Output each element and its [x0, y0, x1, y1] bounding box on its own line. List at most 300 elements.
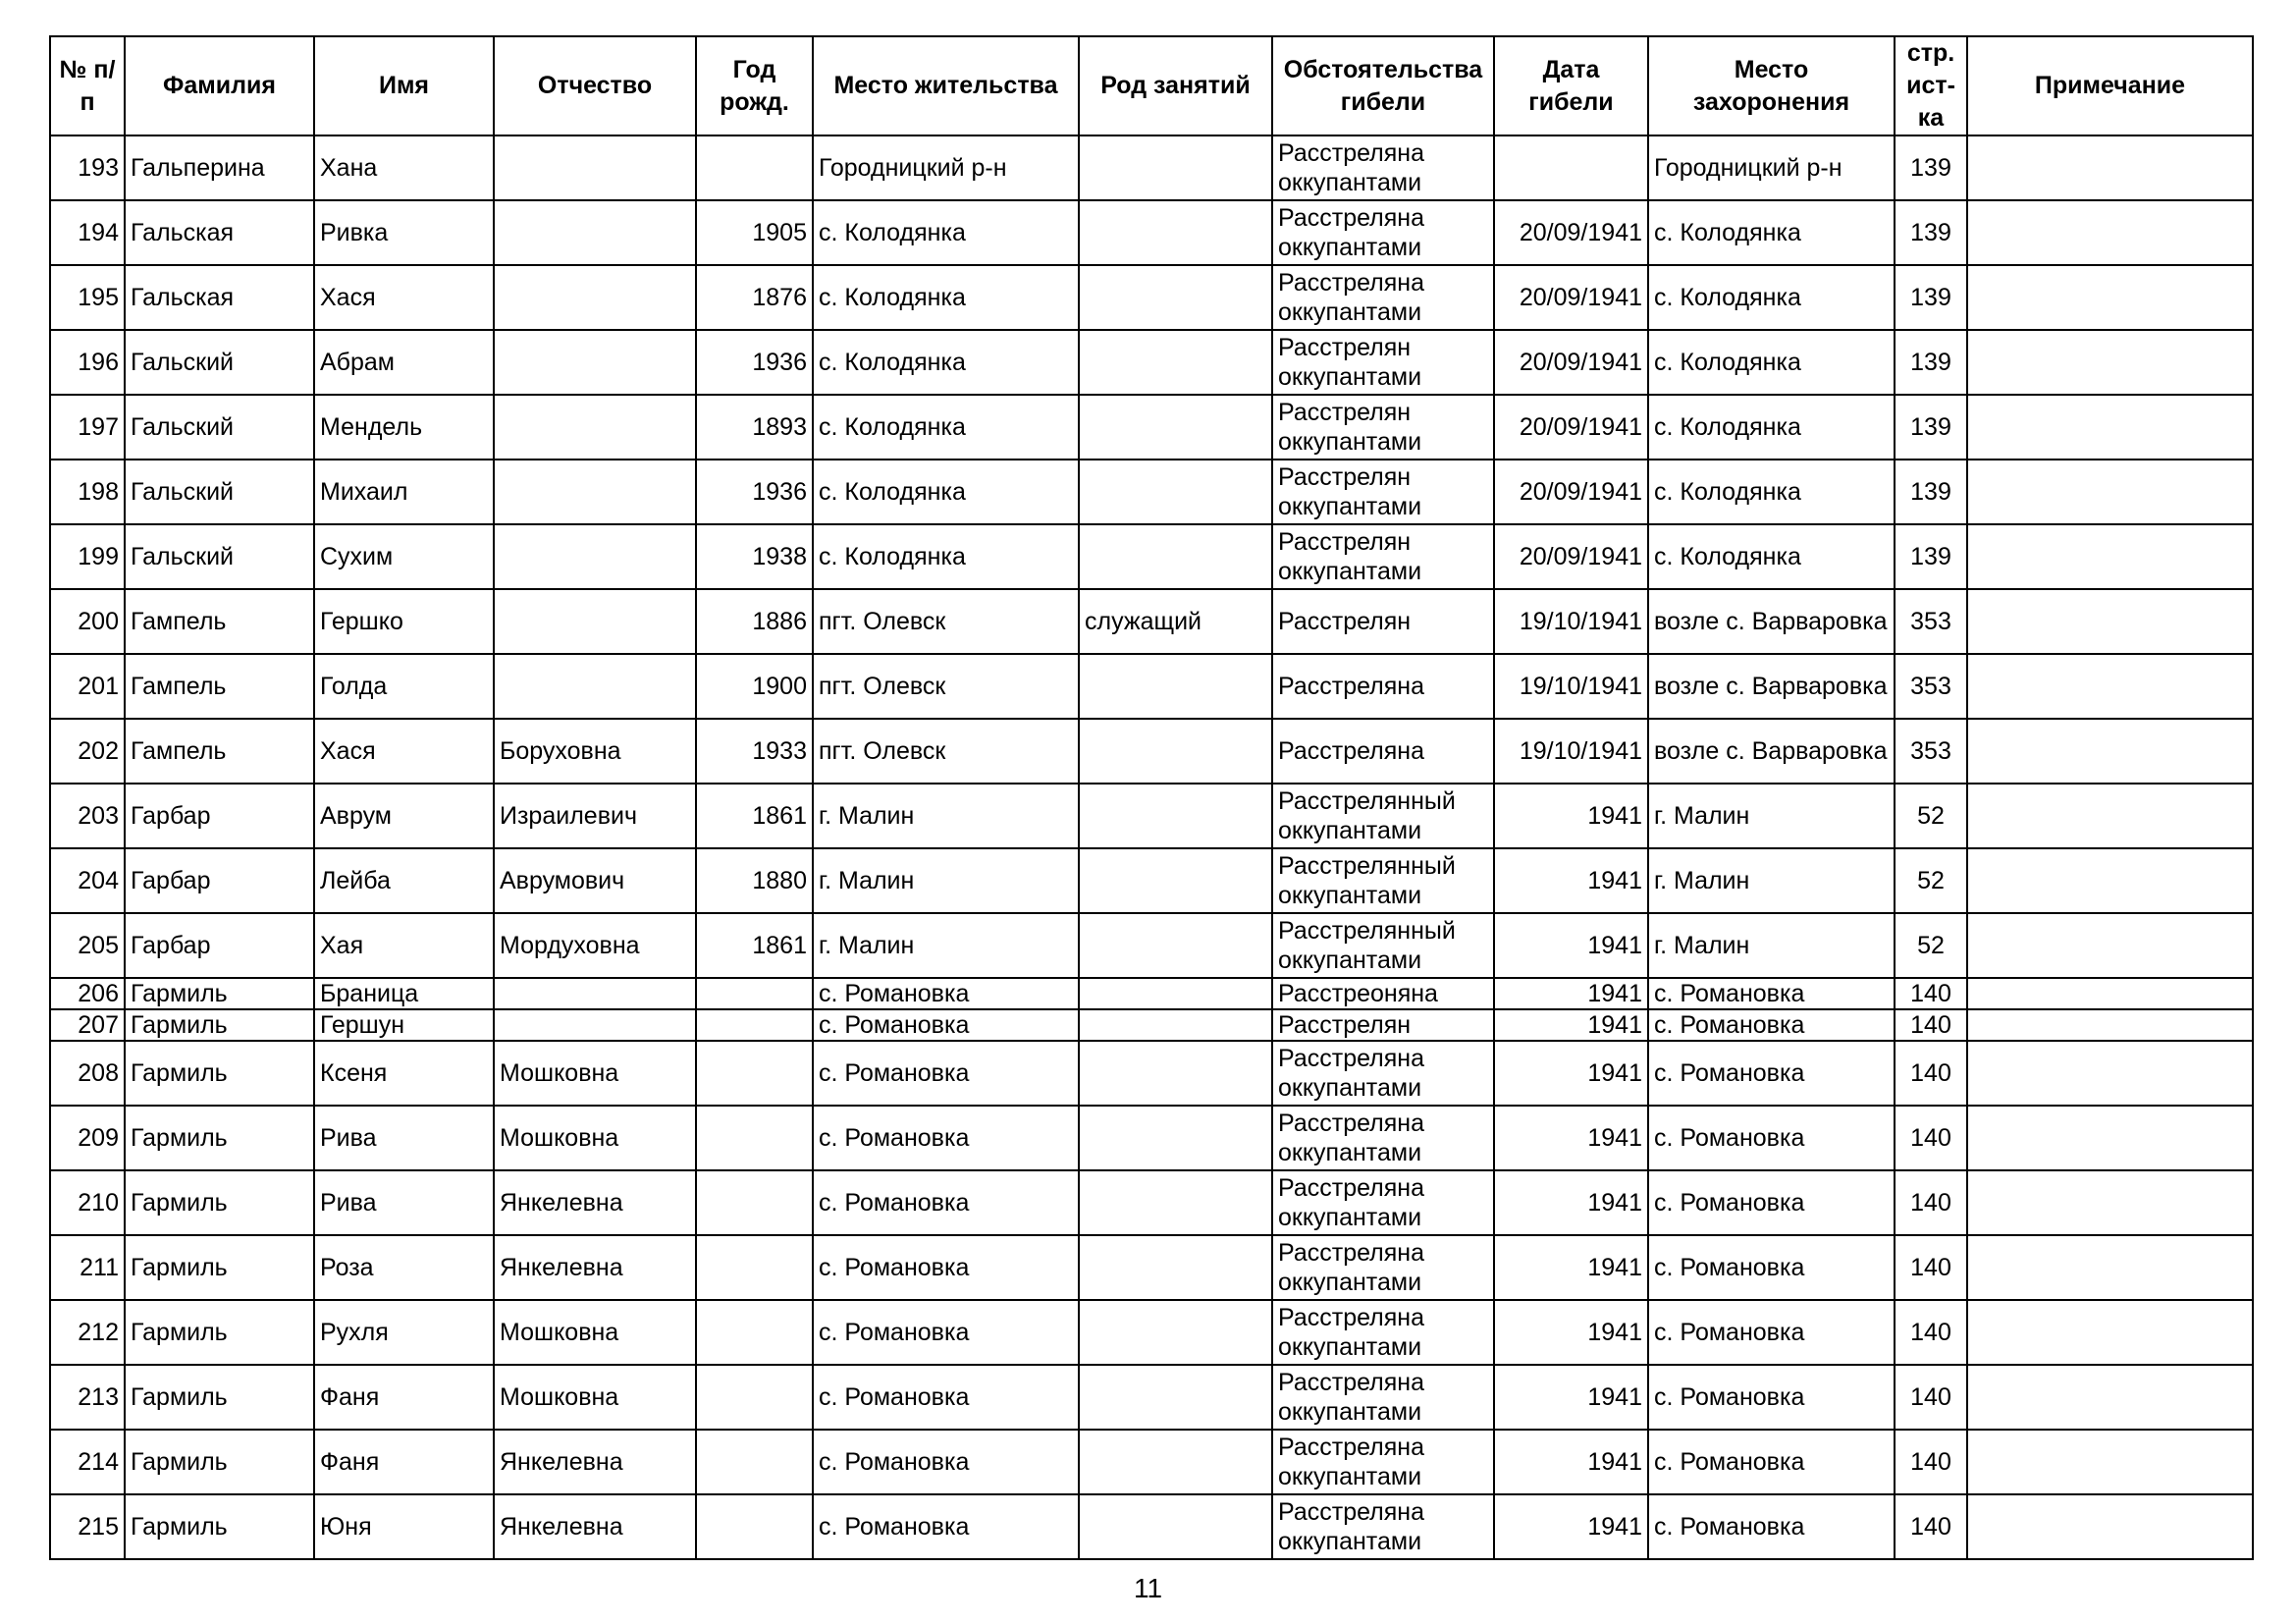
cell-death-circumstances: Расстреляна оккупантами	[1272, 1106, 1494, 1170]
cell-burial-place: с. Романовка	[1648, 1300, 1895, 1365]
cell-death-circumstances: Расстреляна	[1272, 719, 1494, 784]
cell-row-number: 209	[50, 1106, 125, 1170]
cell-death-date: 19/10/1941	[1494, 589, 1648, 654]
cell-first-name: Абрам	[314, 330, 494, 395]
cell-row-number: 211	[50, 1235, 125, 1300]
cell-burial-place: возле с. Варваровка	[1648, 654, 1895, 719]
cell-residence: пгт. Олевск	[813, 719, 1079, 784]
cell-first-name: Михаил	[314, 460, 494, 524]
cell-residence: с. Романовка	[813, 978, 1079, 1009]
cell-first-name: Ксеня	[314, 1041, 494, 1106]
cell-burial-place: с. Колодянка	[1648, 460, 1895, 524]
cell-first-name: Фаня	[314, 1430, 494, 1494]
cell-surname: Гармиль	[125, 1041, 314, 1106]
cell-surname: Гармиль	[125, 1106, 314, 1170]
cell-note	[1967, 719, 2253, 784]
cell-death-date: 1941	[1494, 1365, 1648, 1430]
cell-note	[1967, 135, 2253, 200]
cell-occupation	[1079, 135, 1272, 200]
cell-death-date: 20/09/1941	[1494, 200, 1648, 265]
cell-surname: Гармиль	[125, 1009, 314, 1041]
cell-surname: Гармиль	[125, 978, 314, 1009]
cell-patronymic: Янкелевна	[494, 1494, 696, 1559]
cell-death-circumstances: Расстрелян оккупантами	[1272, 395, 1494, 460]
cell-note	[1967, 1170, 2253, 1235]
cell-death-date	[1494, 135, 1648, 200]
cell-source-page: 52	[1895, 784, 1967, 848]
cell-burial-place: с. Колодянка	[1648, 524, 1895, 589]
cell-source-page: 140	[1895, 978, 1967, 1009]
cell-residence: г. Малин	[813, 913, 1079, 978]
cell-burial-place: с. Романовка	[1648, 1235, 1895, 1300]
cell-first-name: Хана	[314, 135, 494, 200]
cell-row-number: 207	[50, 1009, 125, 1041]
cell-patronymic	[494, 135, 696, 200]
cell-surname: Гарбар	[125, 848, 314, 913]
cell-death-date: 1941	[1494, 913, 1648, 978]
cell-occupation	[1079, 1430, 1272, 1494]
cell-birth-year	[696, 1300, 813, 1365]
table-row	[50, 848, 2253, 913]
cell-first-name: Мендель	[314, 395, 494, 460]
cell-note	[1967, 1494, 2253, 1559]
cell-row-number: 197	[50, 395, 125, 460]
cell-row-number: 206	[50, 978, 125, 1009]
cell-death-date: 1941	[1494, 1170, 1648, 1235]
cell-burial-place: с. Романовка	[1648, 1041, 1895, 1106]
cell-note	[1967, 1365, 2253, 1430]
cell-source-page: 140	[1895, 1106, 1967, 1170]
cell-residence: с. Колодянка	[813, 330, 1079, 395]
column-header-surname: Фамилия	[125, 36, 314, 135]
cell-row-number: 208	[50, 1041, 125, 1106]
cell-death-date: 20/09/1941	[1494, 265, 1648, 330]
cell-first-name: Роза	[314, 1235, 494, 1300]
cell-death-date: 1941	[1494, 978, 1648, 1009]
cell-occupation	[1079, 1494, 1272, 1559]
cell-death-circumstances: Расстрелян	[1272, 1009, 1494, 1041]
cell-note	[1967, 784, 2253, 848]
table-row	[50, 265, 2253, 330]
cell-burial-place: Городницкий р-н	[1648, 135, 1895, 200]
cell-burial-place: с. Колодянка	[1648, 395, 1895, 460]
cell-occupation	[1079, 1235, 1272, 1300]
cell-death-date: 1941	[1494, 1106, 1648, 1170]
cell-patronymic: Янкелевна	[494, 1170, 696, 1235]
cell-birth-year: 1936	[696, 330, 813, 395]
cell-patronymic: Аврумович	[494, 848, 696, 913]
table-row	[50, 395, 2253, 460]
cell-death-date: 1941	[1494, 1041, 1648, 1106]
cell-death-circumstances: Расстреляна оккупантами	[1272, 1365, 1494, 1430]
cell-residence: г. Малин	[813, 784, 1079, 848]
table-row	[50, 330, 2253, 395]
cell-death-circumstances: Расстреоняна	[1272, 978, 1494, 1009]
cell-surname: Гальская	[125, 265, 314, 330]
cell-row-number: 215	[50, 1494, 125, 1559]
cell-occupation	[1079, 1365, 1272, 1430]
table-row	[50, 135, 2253, 200]
column-header-row-number: № п/п	[50, 36, 125, 135]
table-row	[50, 1235, 2253, 1300]
cell-death-circumstances: Расстреляна оккупантами	[1272, 1170, 1494, 1235]
cell-death-circumstances: Расстреляна оккупантами	[1272, 1494, 1494, 1559]
cell-first-name: Юня	[314, 1494, 494, 1559]
cell-patronymic: Мошковна	[494, 1300, 696, 1365]
cell-birth-year	[696, 978, 813, 1009]
column-header-death-circumstances: Обстоятельства гибели	[1272, 36, 1494, 135]
cell-patronymic	[494, 524, 696, 589]
cell-source-page: 140	[1895, 1009, 1967, 1041]
cell-birth-year: 1861	[696, 913, 813, 978]
cell-death-circumstances: Расстреляна оккупантами	[1272, 135, 1494, 200]
cell-death-date: 1941	[1494, 848, 1648, 913]
cell-surname: Гальская	[125, 200, 314, 265]
cell-death-circumstances: Расстрелян	[1272, 589, 1494, 654]
cell-row-number: 198	[50, 460, 125, 524]
cell-residence: с. Колодянка	[813, 460, 1079, 524]
cell-death-circumstances: Расстрелянный оккупантами	[1272, 848, 1494, 913]
cell-patronymic: Мошковна	[494, 1106, 696, 1170]
cell-source-page: 52	[1895, 913, 1967, 978]
cell-note	[1967, 200, 2253, 265]
cell-row-number: 195	[50, 265, 125, 330]
cell-note	[1967, 654, 2253, 719]
cell-occupation	[1079, 654, 1272, 719]
cell-row-number: 201	[50, 654, 125, 719]
cell-birth-year	[696, 1430, 813, 1494]
cell-surname: Гальперина	[125, 135, 314, 200]
cell-row-number: 194	[50, 200, 125, 265]
cell-first-name: Ривка	[314, 200, 494, 265]
cell-surname: Гальский	[125, 460, 314, 524]
column-header-first-name: Имя	[314, 36, 494, 135]
cell-row-number: 200	[50, 589, 125, 654]
cell-residence: с. Колодянка	[813, 265, 1079, 330]
cell-source-page: 139	[1895, 395, 1967, 460]
cell-note	[1967, 589, 2253, 654]
cell-occupation	[1079, 1300, 1272, 1365]
table-row	[50, 1170, 2253, 1235]
cell-occupation	[1079, 913, 1272, 978]
cell-source-page: 139	[1895, 330, 1967, 395]
cell-note	[1967, 395, 2253, 460]
cell-patronymic	[494, 330, 696, 395]
cell-note	[1967, 1106, 2253, 1170]
cell-occupation	[1079, 1106, 1272, 1170]
cell-death-circumstances: Расстрелянный оккупантами	[1272, 913, 1494, 978]
cell-source-page: 140	[1895, 1235, 1967, 1300]
cell-death-circumstances: Расстреляна оккупантами	[1272, 265, 1494, 330]
cell-birth-year: 1861	[696, 784, 813, 848]
cell-death-circumstances: Расстреляна	[1272, 654, 1494, 719]
cell-residence: с. Колодянка	[813, 395, 1079, 460]
cell-note	[1967, 524, 2253, 589]
table-row	[50, 589, 2253, 654]
cell-burial-place: возле с. Варваровка	[1648, 719, 1895, 784]
cell-patronymic	[494, 1009, 696, 1041]
cell-death-date: 20/09/1941	[1494, 330, 1648, 395]
table-row	[50, 978, 2253, 1009]
table-row	[50, 524, 2253, 589]
cell-row-number: 212	[50, 1300, 125, 1365]
column-header-death-date: Дата гибели	[1494, 36, 1648, 135]
cell-source-page: 353	[1895, 654, 1967, 719]
cell-residence: с. Колодянка	[813, 524, 1079, 589]
cell-death-date: 20/09/1941	[1494, 395, 1648, 460]
cell-note	[1967, 330, 2253, 395]
cell-row-number: 210	[50, 1170, 125, 1235]
table-row	[50, 1365, 2253, 1430]
cell-burial-place: г. Малин	[1648, 913, 1895, 978]
cell-patronymic: Янкелевна	[494, 1430, 696, 1494]
cell-residence: с. Романовка	[813, 1365, 1079, 1430]
cell-source-page: 139	[1895, 200, 1967, 265]
cell-occupation	[1079, 460, 1272, 524]
cell-note	[1967, 460, 2253, 524]
cell-burial-place: с. Романовка	[1648, 1365, 1895, 1430]
cell-birth-year	[696, 1235, 813, 1300]
cell-surname: Гальский	[125, 330, 314, 395]
cell-first-name: Хая	[314, 913, 494, 978]
cell-first-name: Голда	[314, 654, 494, 719]
cell-occupation	[1079, 1041, 1272, 1106]
cell-note	[1967, 1430, 2253, 1494]
cell-source-page: 140	[1895, 1365, 1967, 1430]
cell-surname: Гармиль	[125, 1430, 314, 1494]
cell-birth-year	[696, 1494, 813, 1559]
cell-burial-place: с. Романовка	[1648, 1009, 1895, 1041]
cell-note	[1967, 913, 2253, 978]
table-row	[50, 1430, 2253, 1494]
cell-first-name: Аврум	[314, 784, 494, 848]
cell-burial-place: с. Романовка	[1648, 1430, 1895, 1494]
cell-row-number: 213	[50, 1365, 125, 1430]
cell-death-date: 19/10/1941	[1494, 719, 1648, 784]
cell-surname: Гампель	[125, 654, 314, 719]
cell-birth-year	[696, 1041, 813, 1106]
cell-surname: Гармиль	[125, 1235, 314, 1300]
cell-first-name: Хася	[314, 719, 494, 784]
table-row	[50, 784, 2253, 848]
cell-death-date: 1941	[1494, 1009, 1648, 1041]
cell-surname: Гарбар	[125, 913, 314, 978]
cell-first-name: Рива	[314, 1170, 494, 1235]
table-row	[50, 1009, 2253, 1041]
cell-source-page: 139	[1895, 460, 1967, 524]
cell-note	[1967, 1235, 2253, 1300]
cell-source-page: 140	[1895, 1041, 1967, 1106]
cell-birth-year: 1893	[696, 395, 813, 460]
cell-row-number: 196	[50, 330, 125, 395]
header-row	[50, 36, 2253, 135]
cell-row-number: 204	[50, 848, 125, 913]
cell-death-date: 20/09/1941	[1494, 460, 1648, 524]
cell-first-name: Рухля	[314, 1300, 494, 1365]
cell-death-date: 1941	[1494, 784, 1648, 848]
cell-patronymic	[494, 200, 696, 265]
cell-first-name: Гершун	[314, 1009, 494, 1041]
cell-surname: Гампель	[125, 589, 314, 654]
cell-occupation	[1079, 200, 1272, 265]
cell-patronymic	[494, 589, 696, 654]
cell-row-number: 193	[50, 135, 125, 200]
cell-first-name: Хася	[314, 265, 494, 330]
cell-row-number: 203	[50, 784, 125, 848]
cell-surname: Гампель	[125, 719, 314, 784]
cell-note	[1967, 978, 2253, 1009]
cell-residence: с. Колодянка	[813, 200, 1079, 265]
cell-death-circumstances: Расстрелян оккупантами	[1272, 524, 1494, 589]
cell-first-name: Сухим	[314, 524, 494, 589]
cell-note	[1967, 1009, 2253, 1041]
cell-death-circumstances: Расстрелянный оккупантами	[1272, 784, 1494, 848]
cell-burial-place: с. Колодянка	[1648, 265, 1895, 330]
cell-occupation	[1079, 395, 1272, 460]
cell-surname: Гармиль	[125, 1494, 314, 1559]
cell-death-circumstances: Расстреляна оккупантами	[1272, 1041, 1494, 1106]
cell-birth-year	[696, 1365, 813, 1430]
cell-death-circumstances: Расстреляна оккупантами	[1272, 1235, 1494, 1300]
column-header-note: Примечание	[1967, 36, 2253, 135]
cell-residence: с. Романовка	[813, 1235, 1079, 1300]
column-header-residence: Место жительства	[813, 36, 1079, 135]
table-header	[50, 36, 2253, 135]
table-row	[50, 1041, 2253, 1106]
cell-residence: Городницкий р-н	[813, 135, 1079, 200]
cell-burial-place: с. Романовка	[1648, 1106, 1895, 1170]
cell-burial-place: г. Малин	[1648, 848, 1895, 913]
cell-death-date: 1941	[1494, 1235, 1648, 1300]
column-header-burial-place: Место захоронения	[1648, 36, 1895, 135]
table-row	[50, 460, 2253, 524]
cell-patronymic	[494, 265, 696, 330]
cell-residence: пгт. Олевск	[813, 654, 1079, 719]
cell-first-name: Фаня	[314, 1365, 494, 1430]
cell-patronymic: Мошковна	[494, 1041, 696, 1106]
cell-death-circumstances: Расстреляна оккупантами	[1272, 1300, 1494, 1365]
cell-surname: Гарбар	[125, 784, 314, 848]
cell-occupation	[1079, 719, 1272, 784]
cell-first-name: Браница	[314, 978, 494, 1009]
cell-birth-year	[696, 1009, 813, 1041]
table-row	[50, 654, 2253, 719]
cell-source-page: 139	[1895, 524, 1967, 589]
cell-death-date: 19/10/1941	[1494, 654, 1648, 719]
cell-source-page: 140	[1895, 1170, 1967, 1235]
cell-occupation	[1079, 978, 1272, 1009]
cell-birth-year: 1886	[696, 589, 813, 654]
cell-birth-year: 1880	[696, 848, 813, 913]
cell-row-number: 214	[50, 1430, 125, 1494]
table-row	[50, 913, 2253, 978]
cell-birth-year	[696, 135, 813, 200]
cell-first-name: Рива	[314, 1106, 494, 1170]
cell-death-circumstances: Расстрелян оккупантами	[1272, 330, 1494, 395]
table-row	[50, 719, 2253, 784]
cell-death-date: 20/09/1941	[1494, 524, 1648, 589]
cell-birth-year	[696, 1170, 813, 1235]
cell-residence: с. Романовка	[813, 1041, 1079, 1106]
cell-patronymic: Мордуховна	[494, 913, 696, 978]
cell-death-circumstances: Расстреляна оккупантами	[1272, 200, 1494, 265]
cell-death-circumstances: Расстрелян оккупантами	[1272, 460, 1494, 524]
cell-source-page: 139	[1895, 265, 1967, 330]
cell-occupation	[1079, 784, 1272, 848]
cell-source-page: 52	[1895, 848, 1967, 913]
cell-birth-year: 1876	[696, 265, 813, 330]
cell-death-circumstances: Расстреляна оккупантами	[1272, 1430, 1494, 1494]
table-body	[50, 135, 2253, 1559]
cell-occupation	[1079, 524, 1272, 589]
cell-residence: с. Романовка	[813, 1106, 1079, 1170]
cell-row-number: 205	[50, 913, 125, 978]
table-row	[50, 200, 2253, 265]
column-header-source-page: стр. ист-ка	[1895, 36, 1967, 135]
cell-surname: Гармиль	[125, 1365, 314, 1430]
column-header-patronymic: Отчество	[494, 36, 696, 135]
cell-patronymic: Боруховна	[494, 719, 696, 784]
cell-occupation	[1079, 330, 1272, 395]
cell-source-page: 140	[1895, 1300, 1967, 1365]
cell-patronymic	[494, 395, 696, 460]
cell-note	[1967, 848, 2253, 913]
cell-note	[1967, 1041, 2253, 1106]
cell-source-page: 353	[1895, 589, 1967, 654]
cell-patronymic	[494, 654, 696, 719]
cell-row-number: 199	[50, 524, 125, 589]
cell-occupation	[1079, 1170, 1272, 1235]
cell-death-date: 1941	[1494, 1300, 1648, 1365]
cell-surname: Гармиль	[125, 1300, 314, 1365]
cell-occupation	[1079, 265, 1272, 330]
cell-first-name: Гершко	[314, 589, 494, 654]
cell-patronymic: Мошковна	[494, 1365, 696, 1430]
cell-burial-place: с. Колодянка	[1648, 200, 1895, 265]
cell-burial-place: с. Романовка	[1648, 1494, 1895, 1559]
cell-note	[1967, 265, 2253, 330]
cell-surname: Гальский	[125, 395, 314, 460]
cell-burial-place: с. Колодянка	[1648, 330, 1895, 395]
victims-table	[49, 35, 2254, 1560]
table-row	[50, 1494, 2253, 1559]
cell-birth-year: 1900	[696, 654, 813, 719]
cell-death-date: 1941	[1494, 1494, 1648, 1559]
cell-source-page: 140	[1895, 1494, 1967, 1559]
cell-row-number: 202	[50, 719, 125, 784]
cell-birth-year	[696, 1106, 813, 1170]
cell-residence: с. Романовка	[813, 1009, 1079, 1041]
cell-surname: Гармиль	[125, 1170, 314, 1235]
cell-death-date: 1941	[1494, 1430, 1648, 1494]
page-number: 11	[1133, 1573, 1163, 1603]
cell-source-page: 139	[1895, 135, 1967, 200]
cell-birth-year: 1938	[696, 524, 813, 589]
cell-note	[1967, 1300, 2253, 1365]
cell-patronymic: Янкелевна	[494, 1235, 696, 1300]
cell-surname: Гальский	[125, 524, 314, 589]
table-row	[50, 1106, 2253, 1170]
column-header-birth-year: Год рожд.	[696, 36, 813, 135]
cell-birth-year: 1936	[696, 460, 813, 524]
cell-residence: с. Романовка	[813, 1494, 1079, 1559]
cell-occupation	[1079, 1009, 1272, 1041]
cell-occupation: служащий	[1079, 589, 1272, 654]
cell-residence: пгт. Олевск	[813, 589, 1079, 654]
cell-patronymic	[494, 978, 696, 1009]
cell-source-page: 353	[1895, 719, 1967, 784]
cell-source-page: 140	[1895, 1430, 1967, 1494]
